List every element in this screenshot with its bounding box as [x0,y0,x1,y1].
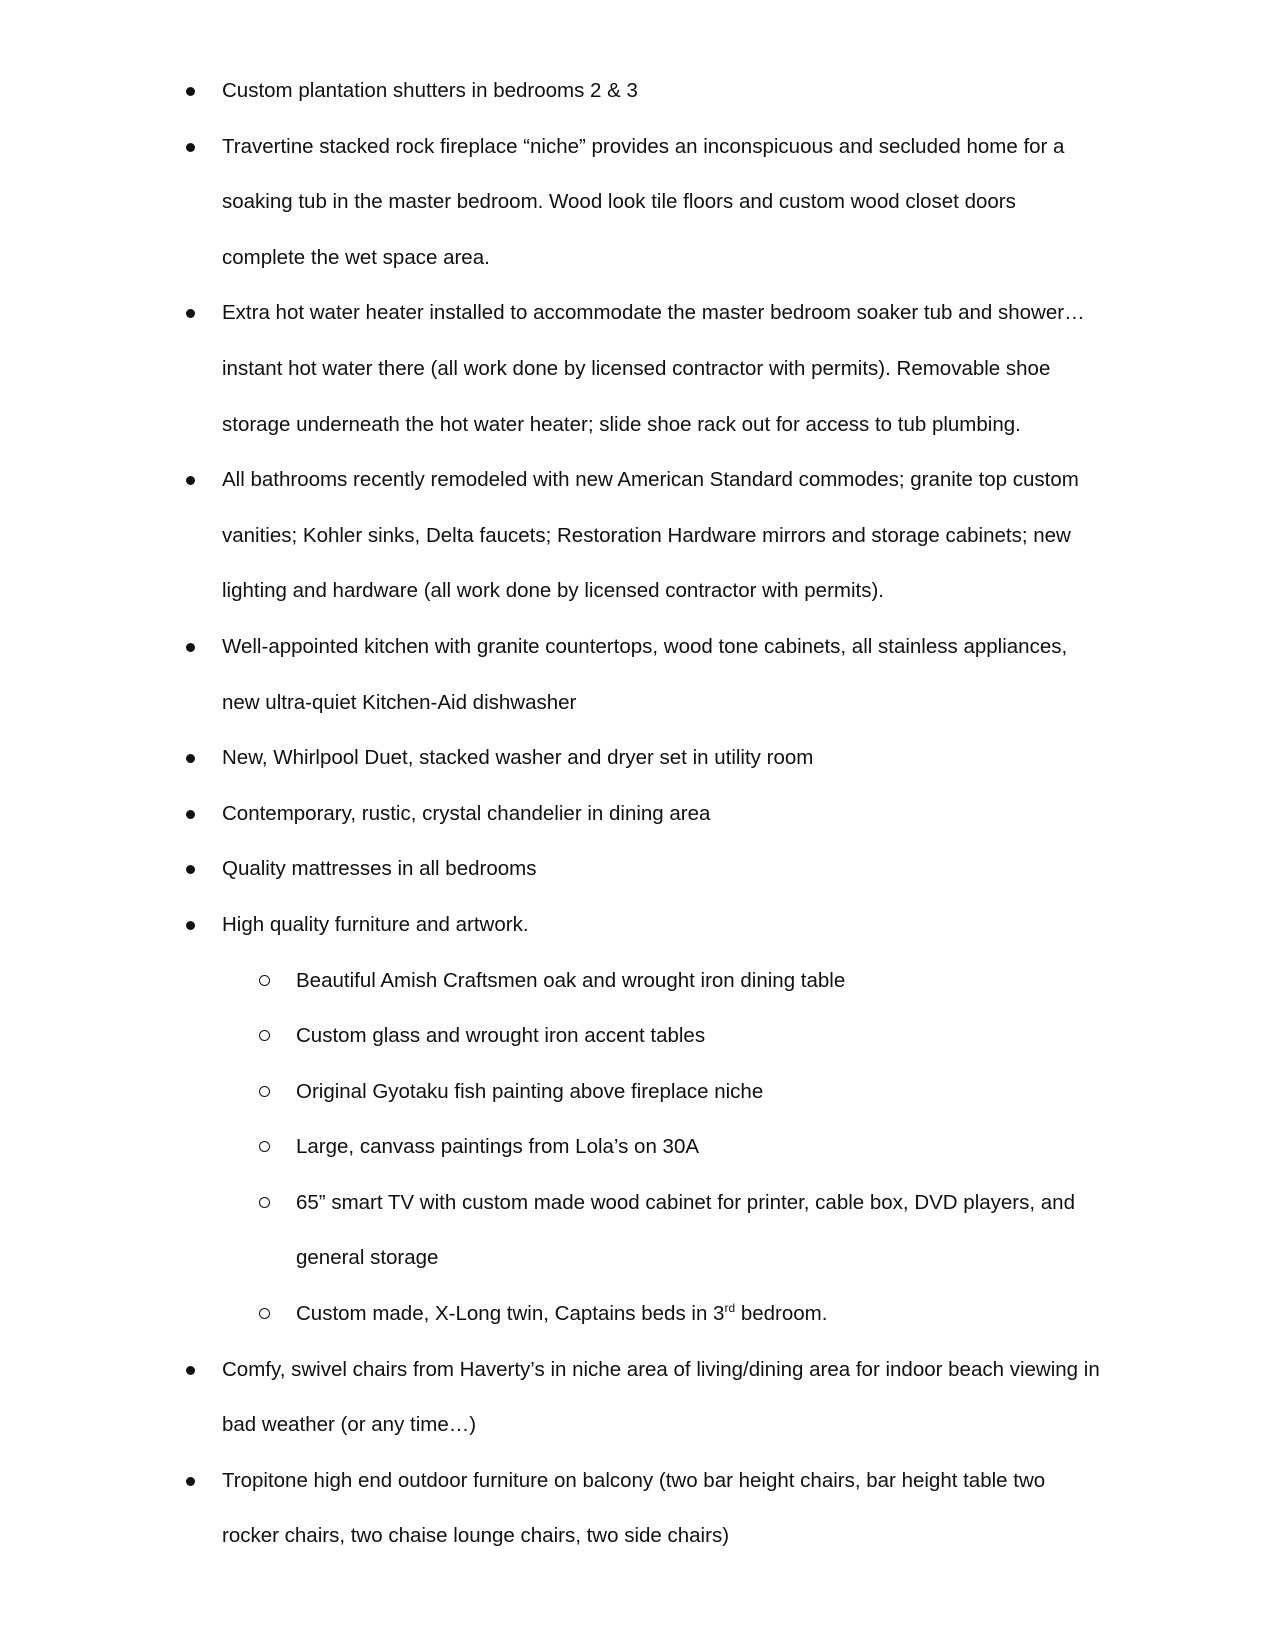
bullet-icon [186,643,195,652]
bullet-icon [186,810,195,819]
captains-beds-text-end: bedroom. [735,1302,828,1326]
list-item [0,619,1275,730]
sublist-item [0,1119,1102,1175]
list-item [0,1453,1275,1564]
ordinal-suffix: rd [724,1301,736,1316]
sublist-item-text: Custom glass and wrought iron accent tables [296,1024,706,1048]
list-item-text: Custom plantation shutters in bedrooms 2 & 3 [222,79,638,102]
bullet-icon [186,921,195,930]
list-item-text: All bathrooms recently remodeled with new American Standard commodes; granite top custom vanities; Kohler sinks, Delta faucets; Restoration Hardware mirrors and storage cabinets; new lighting and hardware (all work done by licensed contractor with permits). [222,468,1079,603]
bullet-icon [186,754,195,763]
list-item [0,786,1275,842]
list-item-text: Contemporary, rustic, crystal chandelier in dining area [222,801,711,825]
list-item-text: High quality furniture and artwork. [222,912,529,936]
hollow-bullet-icon [259,1030,270,1041]
hollow-bullet-icon [259,1086,270,1097]
hollow-bullet-icon [259,1197,270,1208]
sublist-item-text: 65” smart TV with custom made wood cabinet for printer, cable box, DVD players, and general storage [296,1190,1075,1270]
list-item-text: Comfy, swivel chairs from Haverty’s in niche area of living/dining area for indoor beach viewing in bad weather (or any time…) [222,1357,1100,1437]
bullet-icon [186,143,195,152]
list-item-text: Extra hot water heater installed to accommodate the master bedroom soaker tub and shower… instant hot water there (all work done by licensed contractor with permits). Removable shoe storage underneath the hot water heater; slide shoe rack out for access to tub plumbing. [222,301,1085,436]
bullet-icon [186,476,195,485]
bullet-icon [186,1477,195,1486]
amenities-list [0,63,1275,1564]
bullet-icon [186,865,195,874]
list-item [0,897,1275,1342]
list-item-text: Well-appointed kitchen with granite countertops, wood tone cabinets, all stainless appliances, new ultra-quiet Kitchen-Aid dishwasher [222,634,1068,714]
list-item [0,285,1275,452]
sublist-item [0,953,1102,1009]
list-item-text: Quality mattresses in all bedrooms [222,857,537,881]
captains-beds-text: Custom made, X-Long twin, Captains beds in 3 [296,1302,725,1326]
furniture-sublist [0,953,1275,1342]
sublist-item [0,1175,1102,1286]
list-item [0,63,1275,119]
list-item [0,841,1275,897]
list-item-text: Tropitone high end outdoor furniture on balcony (two bar height chairs, bar height table two rocker chairs, two chaise lounge chairs, two side chairs) [222,1468,1046,1548]
sublist-item-text: Large, canvass paintings from Lola’s on 30A [296,1135,700,1159]
list-item [0,452,1275,619]
sublist-item [0,1286,1102,1342]
sublist-item-text: Beautiful Amish Craftsmen oak and wrought iron dining table [296,968,846,992]
list-item [0,119,1275,286]
bullet-icon [186,87,195,96]
hollow-bullet-icon [259,1141,270,1152]
list-item [0,730,1275,786]
bullet-icon [186,1366,195,1375]
bullet-icon [186,309,195,318]
sublist-item-text [296,1286,1102,1342]
list-item-text: Travertine stacked rock fireplace “niche” provides an inconspicuous and secluded home for a soaking tub in the master bedroom. Wood look tile floors and custom wood closet doors complete the wet space area. [222,134,1065,269]
sublist-item [0,1064,1102,1120]
list-item [0,1342,1275,1453]
sublist-item [0,1008,1102,1064]
sublist-item-text: Original Gyotaku fish painting above fireplace niche [296,1079,764,1103]
list-item-text: New, Whirlpool Duet, stacked washer and dryer set in utility room [222,746,814,770]
hollow-bullet-icon [259,975,270,986]
hollow-bullet-icon [259,1308,270,1319]
